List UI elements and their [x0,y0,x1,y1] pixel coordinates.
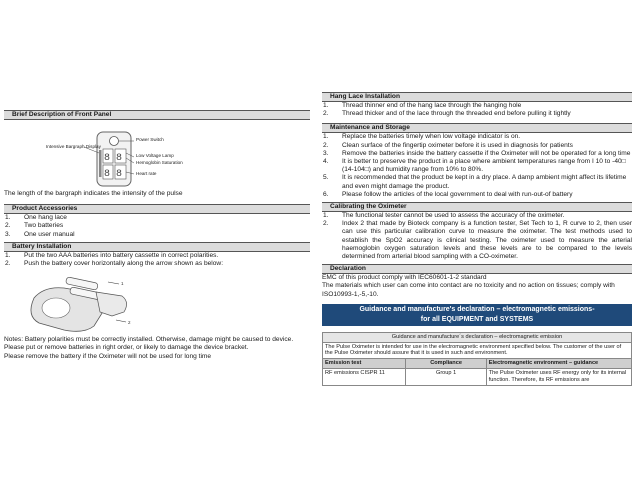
callout-heart-rate: Heart rate [136,171,157,176]
right-column [322,92,632,386]
list-item: 3. One user manual [5,230,75,238]
guidance-banner-line-1: Guidance and manufacture's declaration – electromagnetic emissions- [359,305,595,313]
list-item: 1. Thread thinner end of the hang lace through the hanging hole [323,102,522,109]
calibrating-heading: Calibrating the Oximeter [322,202,632,212]
list-item: 6. Please follow the articles of the local government to deal with run-out-of battery [323,190,573,198]
maintenance-heading: Maintenance and Storage [322,123,632,133]
front-panel-caption: The length of the bargraph indicates the intensity of the pulse [4,190,183,197]
left-column [4,110,310,361]
list-item: 1. One hang lace [5,214,67,222]
battery-note-1: Notes: Battery polarities must be correctly installed. Otherwise, damage might be caused to device. [4,336,294,344]
front-panel-heading: Brief Description of Front Panel [4,110,310,120]
accessories-heading: Product Accessories [4,204,310,214]
declaration-heading: Declaration [322,264,632,274]
declaration-line-2: The materials which user can come into contact are no toxicity and no action on tissues; comply with ISO10993-1,-5,-10. [322,282,615,298]
svg-text:8: 8 [104,169,111,180]
maintenance-list [322,133,632,199]
list-item: 4. It is better to preserve the product in a place where ambient temperatures range from I 10 to -40□ (14-104□) and humidity range from 10% to 80%. [323,158,626,174]
header-guidance: Electromagnetic environment – guidance [486,359,631,369]
emission-table-intro: The Pulse Oximeter is intended for use in the electromagnetic environment specified below. The customer of the user of the Pulse Oximeter should assure that it is used in such and environment. [323,342,632,359]
declaration-line-1: EMC of this product comply with IEC60601-1-2 standard [322,274,487,282]
guidance-banner [322,304,632,326]
table-header-row [323,359,632,369]
battery-heading: Battery Installation [4,242,310,252]
emission-table [322,332,632,386]
emission-table-title: Guidance and manufacture´s declaration – electromagnetic emission [323,332,632,342]
callout-spo2: Hemoglobin Saturation [136,160,183,165]
callout-low-voltage: Low Voltage Lamp [136,153,174,158]
svg-text:8: 8 [104,153,111,164]
svg-text:8: 8 [116,169,123,180]
list-item: 1. Put the two AAA batteries into battery cassette in correct polarities. [5,251,219,259]
list-item: 3. Remove the batteries inside the battery cassette if the Oximeter will not be operated for a long time [323,149,631,157]
cell-compliance: Group 1 [406,369,486,386]
hang-lace-heading: Hang Lace Installation [322,92,632,102]
front-panel-figure [4,120,310,190]
header-compliance: Compliance [406,359,486,369]
list-item: 2. Two batteries [5,222,64,230]
accessories-list [4,214,310,239]
list-item: 2. Clean surface of the fingertip oximeter before it is used in diagnosis for patients [323,141,573,149]
svg-text:8: 8 [116,153,123,164]
svg-text:2: 2 [128,320,131,326]
svg-text:1: 1 [121,281,124,287]
table-row [323,369,632,386]
callout-power-switch: Power Switch [136,137,164,142]
battery-installation-diagram [4,268,310,336]
list-item: 2. Thread thicker and of the lace through the threaded end before pulling it tightly [323,110,571,118]
battery-note-3: Please remove the battery if the Oximeter will not be used for long time [4,352,212,360]
list-item: 1. The functional tester cannot be used to assess the accuracy of the oximeter. [323,212,565,220]
battery-list [4,252,310,268]
header-emission-test: Emission test [323,359,406,369]
battery-note-2: Please put or remove batteries in right order, or likely to damage the device bracket. [4,344,249,352]
hang-lace-list [322,102,632,118]
callout-bargraph: Intensive Bargraph Display [46,144,101,149]
list-item: 2. Push the battery cover horizontally along the arrow shown as below: [5,260,224,268]
cell-emission-test: RF emissions CISPR 11 [323,369,406,386]
guidance-banner-line-2: for all EQUIPMENT and SYSTEMS [420,315,534,323]
list-item: 1. Replace the batteries timely when low voltage indicator is on. [323,133,521,141]
list-item: 2. Index 2 that made by Bioteck company is a function tester, Set Tech to 1, R curve to 2, then user can use this particular calibration curve to measure the oximeter. The test methods used to establish the SpO2 accuracy is clinical testing. The oximeter used to measure the arterial haemoglobin oxygen saturation levels and these levels are to be compared to the levels determined from arterial blood sampling with a CO-oximeter. [323,220,632,261]
cell-guidance: The Pulse Oximeter uses RF energy only for its internal function. Therefore, its RF emissions are [486,369,631,386]
calibrating-list [322,212,632,261]
list-item: 5. It is recommended that the product be kept in a dry place. A damp ambient might affect its lifetime and even might damage the product. [323,174,627,190]
battery-figure [4,268,310,336]
